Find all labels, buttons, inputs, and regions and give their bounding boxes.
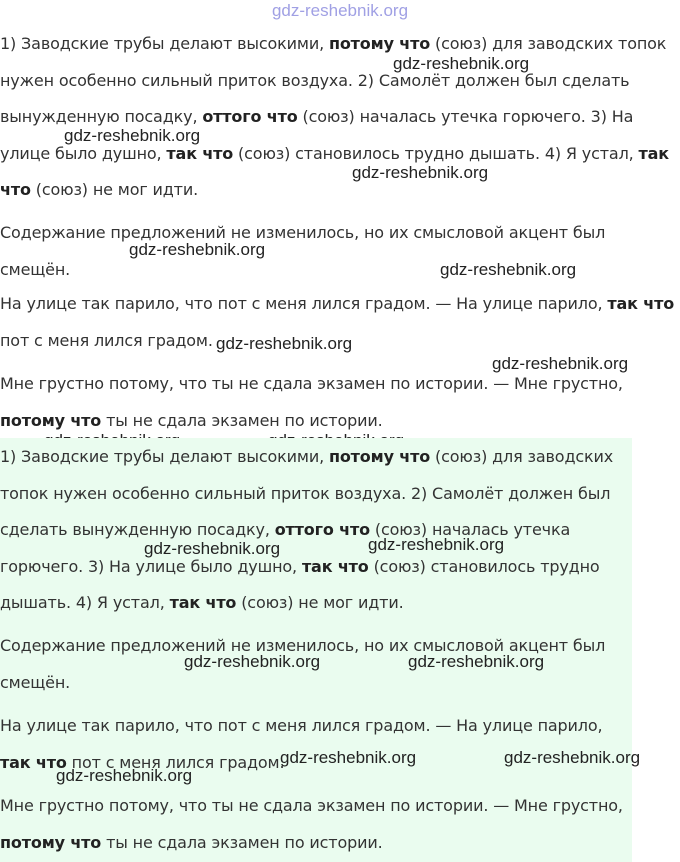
header-watermark: gdz-reshebnik.org bbox=[271, 1, 409, 20]
text-run: нужен особенно сильный приток воздуха. 2) Самолёт должен был сделать bbox=[0, 70, 630, 90]
conjunction-bold: потому что bbox=[0, 410, 102, 430]
text-run: сделать вынужденную посадку, bbox=[0, 520, 275, 539]
text-run: улице было душно, bbox=[0, 143, 167, 163]
answer-block-plain bbox=[0, 26, 675, 436]
text-run: (союз) не мог идти. bbox=[30, 180, 199, 199]
conjunction-bold: так что bbox=[301, 556, 369, 576]
watermark: gdz-reshebnik.org bbox=[280, 748, 417, 767]
paragraph bbox=[0, 788, 630, 861]
text-run: пот с меня лился градом. bbox=[66, 752, 285, 772]
text-run: дышать. 4) Я устал, bbox=[0, 593, 170, 612]
text-run: Содержание предложений не изменилось, но их смысловой акцент был bbox=[0, 636, 606, 655]
text-run: (союз) становилось трудно дышать. 4) Я устал, bbox=[233, 143, 639, 163]
answer-block-highlighted bbox=[0, 438, 641, 862]
text-run: (союз) началась утечка горючего. 3) На bbox=[297, 107, 634, 126]
watermark: gdz-reshebnik.org bbox=[440, 260, 577, 279]
text-run: На улице так парило, что пот с меня лился градом. — На улице парило, bbox=[0, 716, 603, 735]
conjunction-bold: так что bbox=[169, 593, 237, 612]
text-run: На улице так парило, что пот с меня лился градом. — На улице парило, bbox=[0, 294, 608, 313]
watermark: gdz-reshebnik.org bbox=[368, 535, 505, 554]
text-run: (союз) для заводских топок bbox=[430, 34, 667, 53]
conjunction-bold: так что bbox=[166, 143, 234, 163]
text-run: ты не сдала экзамен по истории. bbox=[101, 832, 383, 852]
text-run: пот с меня лился градом. bbox=[0, 330, 213, 350]
paragraph bbox=[0, 439, 630, 622]
text-run: Мне грустно потому, что ты не сдала экзамен по истории. — Мне грустно, bbox=[0, 374, 623, 393]
watermark: gdz-reshebnik.org bbox=[504, 748, 641, 767]
watermark: gdz-reshebnik.org bbox=[56, 766, 193, 785]
watermark: gdz-reshebnik.org bbox=[64, 126, 201, 145]
watermark: gdz-reshebnik.org bbox=[352, 163, 489, 182]
text-run: (союз) началась утечка bbox=[369, 520, 571, 539]
conjunction-bold: оттого что bbox=[274, 520, 370, 539]
text-run: горючего. 3) На улице было душно, bbox=[0, 556, 302, 576]
conjunction-bold: так что bbox=[0, 752, 67, 772]
watermark: gdz-reshebnik.org bbox=[144, 539, 281, 558]
watermark: gdz-reshebnik.org bbox=[492, 354, 629, 373]
conjunction-bold: так что bbox=[607, 294, 675, 313]
text-run: ты не сдала экзамен по истории. bbox=[101, 410, 383, 430]
paragraph bbox=[0, 366, 630, 439]
watermark: gdz-reshebnik.org bbox=[393, 54, 530, 73]
text-run: смещён. bbox=[0, 259, 71, 279]
conjunction-bold: потому что bbox=[328, 34, 431, 53]
text-run: топок нужен особенно сильный приток воздуха. 2) Самолёт должен был bbox=[0, 483, 611, 503]
watermark: gdz-reshebnik.org bbox=[129, 240, 266, 259]
text-run: (союз) для заводских bbox=[430, 447, 614, 466]
text-run: (союз) становилось трудно bbox=[368, 556, 600, 576]
conjunction-bold: потому что bbox=[0, 832, 102, 852]
watermark: gdz-reshebnik.org bbox=[408, 652, 545, 671]
text-run: Содержание предложений не изменилось, но их смысловой акцент был bbox=[0, 223, 606, 242]
text-run: вынужденную посадку, bbox=[0, 107, 203, 126]
paragraph bbox=[0, 26, 670, 209]
text-run: Мне грустно потому, что ты не сдала экзамен по истории. — Мне грустно, bbox=[0, 796, 623, 815]
text-run: (союз) не мог идти. bbox=[236, 593, 404, 612]
watermark: gdz-reshebnik.org bbox=[216, 334, 353, 353]
text-run: смещён. bbox=[0, 672, 71, 692]
text-run: 1) Заводские трубы делают высокими, bbox=[0, 447, 329, 466]
conjunction-bold: что bbox=[0, 180, 31, 199]
conjunction-bold: оттого что bbox=[202, 107, 298, 126]
watermark: gdz-reshebnik.org bbox=[184, 652, 321, 671]
conjunction-bold: потому что bbox=[328, 447, 431, 466]
text-run: 1) Заводские трубы делают высокими, bbox=[0, 34, 329, 53]
conjunction-bold: так bbox=[638, 143, 670, 163]
